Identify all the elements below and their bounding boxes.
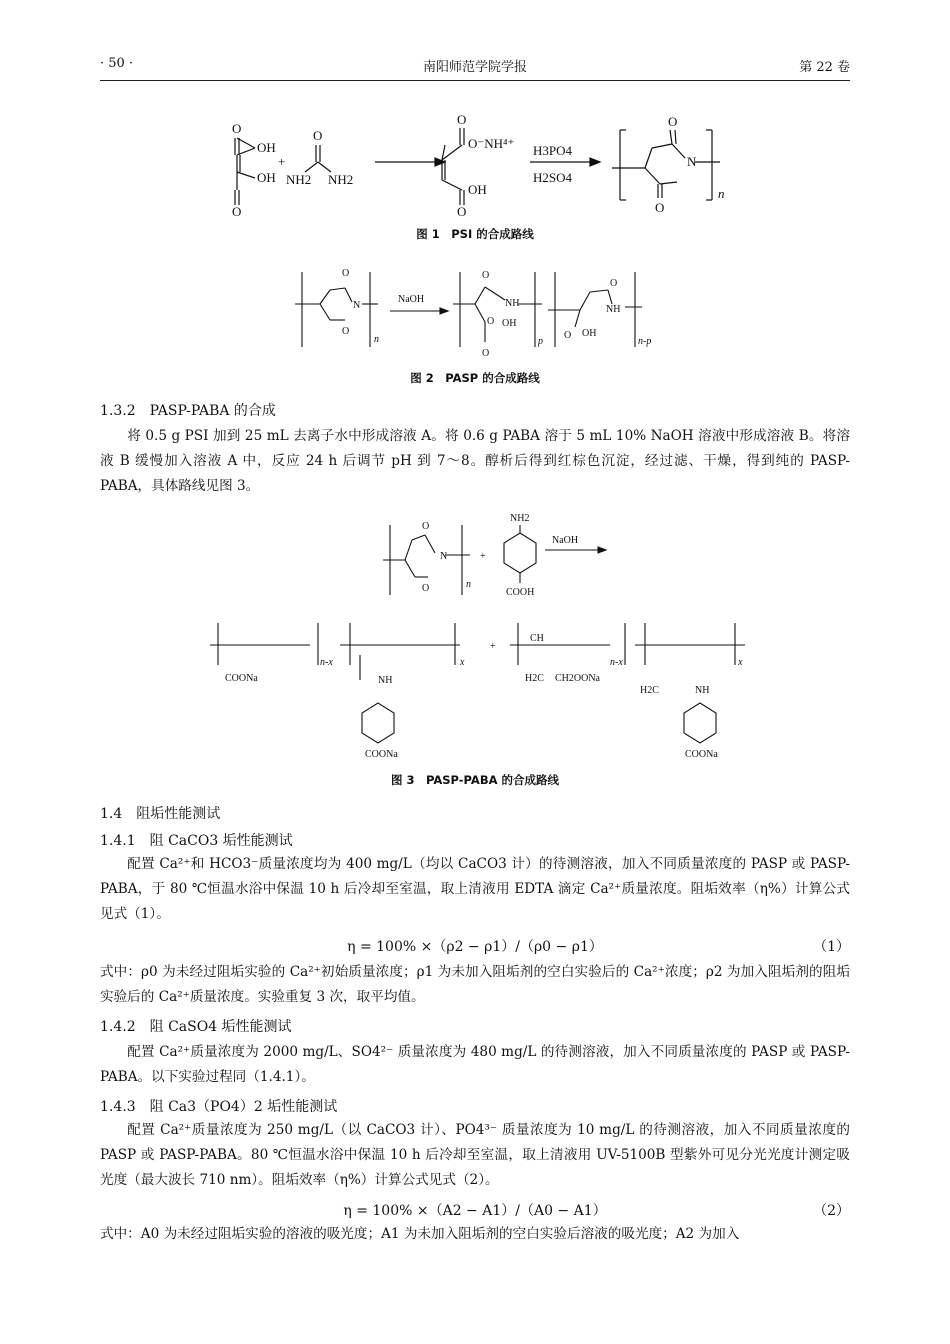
svg-text:+: + xyxy=(490,641,496,652)
svg-text:COONa: COONa xyxy=(225,673,258,684)
figure-2-scheme xyxy=(290,262,660,362)
equation-1-formula: η = 100% ×（ρ2 − ρ1）/（ρ0 − ρ1） xyxy=(347,939,603,955)
section-1-4-2-title: 1.4.2 阻 CaSO4 垢性能测试 xyxy=(100,1019,292,1035)
svg-text:NH: NH xyxy=(505,298,520,309)
svg-text:O: O xyxy=(482,270,490,281)
svg-text:n: n xyxy=(718,186,725,201)
svg-text:N: N xyxy=(353,300,361,311)
svg-text:N: N xyxy=(687,154,697,169)
svg-text:x: x xyxy=(460,657,465,668)
svg-text:x: x xyxy=(738,657,743,668)
svg-text:CH2OONa: CH2OONa xyxy=(555,673,600,684)
section-1-4-1-paragraph: 配置 Ca²⁺和 HCO3⁻质量浓度均为 400 mg/L（均以 CaCO3 计）的待测溶液，加入不同质量浓度的 PASP 或 PASP-PABA，于 80 ℃恒温水浴中保温 10 h 后冷却至室温，取上清液用 EDTA 滴定 Ca²⁺质量浓度。阻垢效率（η%）计算公式见式（1）。 xyxy=(100,856,850,922)
svg-text:OH: OH xyxy=(257,170,276,185)
svg-text:NH: NH xyxy=(378,675,393,686)
svg-text:O: O xyxy=(487,316,495,327)
equation-2-number: （2） xyxy=(813,1203,850,1219)
figure-3-caption: 图 3 PASP-PABA 的合成路线 xyxy=(390,773,559,787)
equation-2-explanation: 式中：A0 为未经过阻垢实验的溶液的吸光度；A1 为未加入阻垢剂的空白实验后溶液的吸光度；A2 为加入 xyxy=(100,1226,740,1242)
figure-1-scheme xyxy=(190,100,750,220)
svg-text:H2C: H2C xyxy=(640,685,659,696)
svg-text:O: O xyxy=(457,204,467,219)
svg-text:O: O xyxy=(232,204,242,219)
svg-text:NH: NH xyxy=(606,304,621,315)
svg-text:CH: CH xyxy=(530,633,544,644)
svg-text:NaOH: NaOH xyxy=(398,294,425,305)
svg-text:N: N xyxy=(440,551,448,562)
svg-text:O: O xyxy=(342,326,350,337)
equation-2 xyxy=(100,1200,850,1220)
svg-text:NH2: NH2 xyxy=(328,172,354,187)
svg-text:COOH: COOH xyxy=(506,587,535,598)
figure-1-caption: 图 1 PSI 的合成路线 xyxy=(416,227,534,241)
section-1-4-title: 1.4 阻垢性能测试 xyxy=(100,806,221,822)
svg-text:COONa: COONa xyxy=(365,749,398,760)
svg-text:OH: OH xyxy=(582,328,597,339)
svg-text:NH2: NH2 xyxy=(286,172,312,187)
svg-text:O: O xyxy=(422,583,430,594)
svg-text:O: O xyxy=(564,330,572,341)
svg-text:+: + xyxy=(278,154,286,169)
svg-text:O: O xyxy=(313,128,323,143)
svg-text:OH: OH xyxy=(468,182,487,197)
svg-text:OH: OH xyxy=(502,318,517,329)
svg-text:O: O xyxy=(422,521,430,532)
svg-text:H2C: H2C xyxy=(525,673,544,684)
svg-text:O: O xyxy=(232,121,242,136)
equation-1-explanation: 式中：ρ0 为未经过阻垢实验的 Ca²⁺初始质量浓度；ρ1 为未加入阻垢剂的空白实验后的 Ca²⁺浓度；ρ2 为加入阻垢剂的阻垢实验后的 Ca²⁺质量浓度。实验重复 3 次，取平均值。 xyxy=(100,964,850,1005)
equation-1-number: （1） xyxy=(813,939,850,955)
journal-title: 南阳师范学院学报 xyxy=(422,60,527,75)
equation-1 xyxy=(100,936,850,956)
svg-text:O: O xyxy=(655,200,665,215)
svg-text:H3PO4: H3PO4 xyxy=(533,143,573,158)
svg-text:n: n xyxy=(374,334,379,345)
svg-text:+: + xyxy=(480,551,486,562)
svg-text:O: O xyxy=(610,278,618,289)
figure-2-caption: 图 2 PASP 的合成路线 xyxy=(410,371,540,385)
section-1-3-2-title: 1.3.2 PASP-PABA 的合成 xyxy=(100,403,276,419)
header-rule xyxy=(100,80,850,81)
volume-label: 第 22 卷 xyxy=(799,60,850,75)
svg-text:n-p: n-p xyxy=(638,336,652,347)
svg-text:O: O xyxy=(342,268,350,279)
svg-text:O⁻NH⁴⁺: O⁻NH⁴⁺ xyxy=(468,136,515,151)
svg-text:H2SO4: H2SO4 xyxy=(533,170,573,185)
equation-2-formula: η = 100% ×（A2 − A1）/（A0 − A1） xyxy=(343,1203,607,1219)
svg-text:O: O xyxy=(482,348,490,359)
svg-text:n-x: n-x xyxy=(320,657,333,668)
svg-text:NH2: NH2 xyxy=(510,513,530,524)
section-1-4-1-title: 1.4.1 阻 CaCO3 垢性能测试 xyxy=(100,833,293,849)
svg-text:OH: OH xyxy=(257,140,276,155)
section-1-4-3-title: 1.4.3 阻 Ca3（PO4）2 垢性能测试 xyxy=(100,1099,338,1115)
svg-text:NaOH: NaOH xyxy=(552,535,579,546)
svg-text:p: p xyxy=(538,336,543,347)
svg-text:n: n xyxy=(466,579,471,590)
svg-text:COONa: COONa xyxy=(685,749,718,760)
svg-text:n-x: n-x xyxy=(610,657,623,668)
svg-text:O: O xyxy=(457,112,467,127)
section-1-4-2-paragraph: 配置 Ca²⁺质量浓度为 2000 mg/L、SO4²⁻ 质量浓度为 480 mg/L 的待测溶液，加入不同质量浓度的 PASP 或 PASP-PABA。以下实验过程同（1.4.1）。 xyxy=(100,1044,850,1085)
figure-3-scheme xyxy=(200,505,760,767)
page-number: · 50 · xyxy=(100,56,134,71)
section-1-4-3-paragraph: 配置 Ca²⁺质量浓度为 250 mg/L（以 CaCO3 计）、PO4³⁻ 质量浓度为 10 mg/L 的待测溶液，加入不同质量浓度的 PASP 或 PASP-PABA。80 ℃恒温水浴中保温 10 h 后冷却至室温，取上清液用 UV-5100B 型紫外可见分光光度计测定吸光度（最大波长 710 nm）。阻垢效率（η%）计算公式见式（2）。 xyxy=(100,1122,850,1188)
svg-text:NH: NH xyxy=(695,685,710,696)
section-1-3-2-paragraph: 将 0.5 g PSI 加到 25 mL 去离子水中形成溶液 A。将 0.6 g PABA 溶于 5 mL 10% NaOH 溶液中形成溶液 B。将溶液 B 缓慢加入溶液 A 中，反应 24 h 后调节 pH 到 7～8。醇析后得到红棕色沉淀，经过滤、干燥，得到纯的 PASP-PABA，具体路线见图 3。 xyxy=(100,428,850,494)
svg-text:O: O xyxy=(668,114,678,129)
